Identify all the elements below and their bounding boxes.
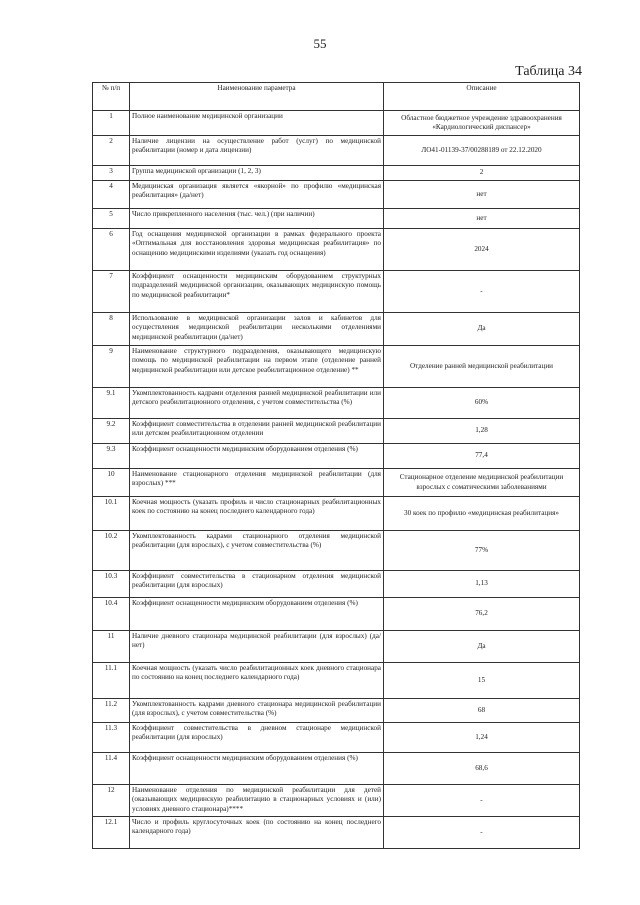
row-number: 6 xyxy=(93,229,130,271)
table-row xyxy=(93,313,580,346)
table-row xyxy=(93,346,580,388)
row-number: 11.4 xyxy=(93,753,130,785)
row-parameter: Медицинская организация является «якорной» по профилю «медицинская реабилитация» (да/нет) xyxy=(130,181,384,209)
table-row xyxy=(93,817,580,849)
row-description: 2 xyxy=(384,166,580,181)
table-row xyxy=(93,166,580,181)
table-row xyxy=(93,419,580,444)
row-parameter: Наименование структурного подразделения, оказывающего медицинскую помощь по медицинской реабилитации на первом этапе (отделение ранней медицинской реабилитации или детское реабилитационное отделение) ** xyxy=(130,346,384,388)
table-row xyxy=(93,497,580,531)
row-description: Да xyxy=(384,313,580,346)
row-description: - xyxy=(384,785,580,817)
row-description: 1,24 xyxy=(384,723,580,753)
row-number: 10.1 xyxy=(93,497,130,531)
row-description: 2024 xyxy=(384,229,580,271)
row-number: 2 xyxy=(93,136,130,166)
row-parameter: Коэффициент совместительства в дневном стационаре медицинской реабилитации (для взрослых) xyxy=(130,723,384,753)
row-parameter: Год оснащения медицинской организации в рамках федерального проекта «Оптимальная для восстановления здоровья медицинская реабилитация» по оснащению медицинскими изделиями (указать год оснащения) xyxy=(130,229,384,271)
table-row xyxy=(93,571,580,598)
row-parameter: Наименование отделения по медицинской реабилитации для детей (оказывающих медицинскую реабилитацию в стационарных условиях и (или) условиях дневного стационара)**** xyxy=(130,785,384,817)
row-parameter: Коэффициент оснащенности медицинским оборудованием отделения (%) xyxy=(130,598,384,631)
table-row xyxy=(93,753,580,785)
row-description: 77% xyxy=(384,531,580,571)
row-description: 15 xyxy=(384,663,580,699)
row-number: 11.1 xyxy=(93,663,130,699)
table-row xyxy=(93,111,580,136)
row-parameter: Использование в медицинской организации залов и кабинетов для осуществления медицинской реабилитации несколькими отделениями медицинской реабилитации (да/нет) xyxy=(130,313,384,346)
row-description: 68,6 xyxy=(384,753,580,785)
row-number: 9.1 xyxy=(93,388,130,419)
table-row xyxy=(93,136,580,166)
row-description: Стационарное отделение медицинской реабилитации взрослых с соматическими заболеваниями xyxy=(384,469,580,497)
row-parameter: Число прикрепленного населения (тыс. чел.) (при наличии) xyxy=(130,209,384,229)
table-header-row xyxy=(93,83,580,111)
row-number: 5 xyxy=(93,209,130,229)
row-number: 12 xyxy=(93,785,130,817)
table-row xyxy=(93,663,580,699)
page-number: 55 xyxy=(313,36,327,51)
row-number: 4 xyxy=(93,181,130,209)
row-description: 60% xyxy=(384,388,580,419)
parameters-table xyxy=(92,82,580,849)
row-description: 1,28 xyxy=(384,419,580,444)
table-row xyxy=(93,469,580,497)
header-param: Наименование параметра xyxy=(130,83,384,111)
table-row xyxy=(93,209,580,229)
table-row xyxy=(93,531,580,571)
row-parameter: Наименование стационарного отделения медицинской реабилитации (для взрослых) *** xyxy=(130,469,384,497)
row-parameter: Полное наименование медицинской организации xyxy=(130,111,384,136)
table-row xyxy=(93,723,580,753)
row-parameter: Коэффициент оснащенности медицинским оборудованием отделения (%) xyxy=(130,444,384,469)
header-num: № п/п xyxy=(93,83,130,111)
row-parameter: Укомплектованность кадрами дневного стационара медицинской реабилитации (для взрослых), с учетом совместительства (%) xyxy=(130,699,384,723)
row-parameter: Коэффициент совместительства в отделении ранней медицинской реабилитации или детском реабилитационном отделении xyxy=(130,419,384,444)
row-description: - xyxy=(384,271,580,313)
row-number: 11.3 xyxy=(93,723,130,753)
table-row xyxy=(93,785,580,817)
row-parameter: Наличие дневного стационара медицинской реабилитации (для взрослых) (да/нет) xyxy=(130,631,384,663)
row-description: - xyxy=(384,817,580,849)
table-caption: Таблица 34 xyxy=(515,64,582,79)
row-description: 68 xyxy=(384,699,580,723)
table-row xyxy=(93,631,580,663)
row-number: 11.2 xyxy=(93,699,130,723)
row-parameter: Группа медицинской организации (1, 2, 3) xyxy=(130,166,384,181)
row-number: 10.3 xyxy=(93,571,130,598)
row-number: 3 xyxy=(93,166,130,181)
row-description: 30 коек по профилю «медицинская реабилитация» xyxy=(384,497,580,531)
row-number: 9 xyxy=(93,346,130,388)
row-description: Да xyxy=(384,631,580,663)
row-parameter: Коэффициент оснащенности медицинским оборудованием отделения (%) xyxy=(130,753,384,785)
row-description: 1,13 xyxy=(384,571,580,598)
row-number: 10.2 xyxy=(93,531,130,571)
table-row xyxy=(93,271,580,313)
row-description: Областное бюджетное учреждение здравоохранения «Кардиологический диспансер» xyxy=(384,111,580,136)
row-parameter: Коечная мощность (указать число реабилитационных коек дневного стационара по состоянию на конец последнего календарного года) xyxy=(130,663,384,699)
table-row xyxy=(93,388,580,419)
table-row xyxy=(93,181,580,209)
row-number: 8 xyxy=(93,313,130,346)
row-parameter: Коэффициент совместительства в стационарном отделения медицинской реабилитации (для взрослых) xyxy=(130,571,384,598)
row-number: 9.2 xyxy=(93,419,130,444)
row-description: Отделение ранней медицинской реабилитации xyxy=(384,346,580,388)
row-parameter: Коечная мощность (указать профиль и число стационарных реабилитационных коек по состоянию на конец последнего календарного года) xyxy=(130,497,384,531)
row-number: 10.4 xyxy=(93,598,130,631)
table-row xyxy=(93,444,580,469)
row-description: ЛО41-01139-37/00288189 от 22.12.2020 xyxy=(384,136,580,166)
row-number: 1 xyxy=(93,111,130,136)
table-row xyxy=(93,598,580,631)
row-description: 76,2 xyxy=(384,598,580,631)
row-number: 12.1 xyxy=(93,817,130,849)
row-number: 7 xyxy=(93,271,130,313)
header-desc: Описание xyxy=(384,83,580,111)
row-parameter: Укомплектованность кадрами стационарного отделения медицинской реабилитации (для взрослых), с учетом совместительства (%) xyxy=(130,531,384,571)
row-number: 9.3 xyxy=(93,444,130,469)
row-parameter: Число и профиль круглосуточных коек (по состоянию на конец последнего календарного года) xyxy=(130,817,384,849)
row-description: нет xyxy=(384,181,580,209)
row-description: 77,4 xyxy=(384,444,580,469)
table-row xyxy=(93,229,580,271)
row-parameter: Укомплектованность кадрами отделения ранней медицинской реабилитации или детского реабилитационного отделения, с учетом совместительства (%) xyxy=(130,388,384,419)
row-number: 11 xyxy=(93,631,130,663)
row-parameter: Наличие лицензии на осуществление работ (услуг) по медицинской реабилитации (номер и дата лицензии) xyxy=(130,136,384,166)
row-number: 10 xyxy=(93,469,130,497)
row-parameter: Коэффициент оснащенности медицинским оборудованием структурных подразделений медицинской организации, оказывающих медицинскую помощь по медицинской реабилитации* xyxy=(130,271,384,313)
table-row xyxy=(93,699,580,723)
row-description: нет xyxy=(384,209,580,229)
